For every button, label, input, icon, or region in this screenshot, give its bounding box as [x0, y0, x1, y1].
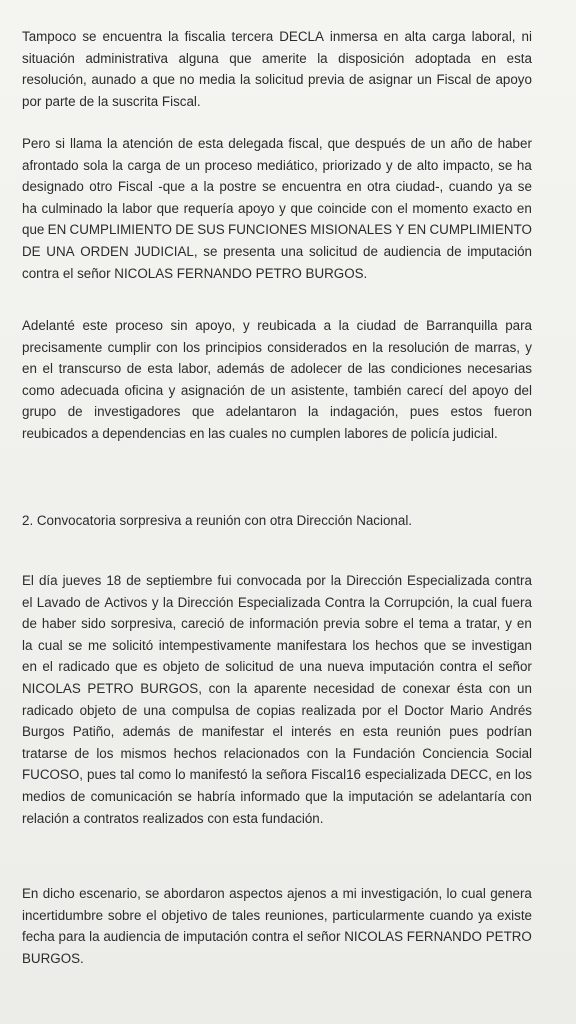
text-line: de haber sido sorpresiva, careció de información previa sobre el tema a tratar, y en: [22, 616, 532, 632]
text-line: relación a contratos realizados con esta fundación.: [22, 810, 324, 826]
text-line: En dicho escenario, se abordaron aspectos ajenos a mi investigación, lo cual genera: [22, 886, 532, 901]
text-line: grupo de investigadores que adelantaron la indagación, pues estos fueron: [22, 404, 532, 420]
text-line: afrontado sola la carga de un proceso mediático, priorizado y de alto impacto, se ha: [22, 157, 532, 173]
text-line: incertidumbre sobre el objetivo de tales reuniones, particularmente cuando ya existe: [22, 907, 532, 923]
text-line: BURGOS.: [22, 950, 84, 966]
paragraph-fiscalia-carga: [22, 26, 532, 112]
text-line: que EN CUMPLIMIENTO DE SUS FUNCIONES MISIONALES Y EN CUMPLIMIENTO: [22, 222, 532, 238]
paragraph-convocatoria: [22, 570, 532, 829]
paragraph-escenario: [22, 883, 532, 969]
text-line: radicado objeto de una compulsa de copias realizada por el Doctor Mario Andrés: [22, 702, 532, 718]
text-line: resolución, aunado a que no media la solicitud previa de asignar un Fiscal de apoyo: [22, 72, 532, 88]
paragraph-delegada-fiscal: [22, 133, 532, 284]
text-line: Adelanté este proceso sin apoyo, y reubicada a la ciudad de Barranquilla para: [22, 318, 532, 333]
text-line: ha culminado la labor que requería apoyo y que coincide con el momento exacto en: [22, 200, 532, 216]
text-line: por parte de la suscrita Fiscal.: [22, 93, 201, 109]
text-line: medios de comunicación se habría informado que la imputación se adelantaría con: [22, 788, 532, 804]
text-line: designado otro Fiscal -que a la postre se encuentra en otra ciudad-, cuando ya se: [22, 179, 532, 195]
section-heading: 2. Convocatoria sorpresiva a reunión con otra Dirección Nacional.: [22, 513, 413, 528]
text-line: NICOLAS PETRO BURGOS, con la aparente necesidad de conexar ésta con un: [22, 680, 532, 696]
text-line: FUCOSO, pues tal como lo manifestó la señora Fiscal16 especializada DECC, en los: [22, 767, 532, 783]
text-line: el Lavado de Activos y la Dirección Especializada Contra la Corrupción, la cual fuera: [22, 594, 532, 610]
text-line: fecha para la audiencia de imputación contra el señor NICOLAS FERNANDO PETRO: [22, 929, 532, 945]
text-line: DE UNA ORDEN JUDICIAL, se presenta una solicitud de audiencia de imputación: [22, 243, 532, 259]
text-line: la cual se me solicitó intempestivamente manifestara los hechos que se investigan: [22, 637, 532, 653]
text-line: contra el señor NICOLAS FERNANDO PETRO BURGOS.: [22, 265, 368, 281]
paragraph-proceso-sin-apoyo: [22, 315, 532, 445]
text-line: Burgos Patiño, además de manifestar el interés en esta reunión pues podrían: [22, 724, 532, 740]
text-line: situación administrativa alguna que amerite la disposición adoptada en esta: [22, 50, 532, 66]
text-line: precisamente cumplir con los principios considerados en la resolución de marras, y: [22, 339, 532, 355]
text-line: tratarse de los mismos hechos relacionados con la Fundación Conciencia Social: [22, 745, 532, 761]
text-line: en el radicado que es objeto de solicitud de una nueva imputación contra el señor: [22, 659, 532, 675]
text-line: reubicados a dependencias en las cuales no cumplen labores de policía judicial.: [22, 425, 498, 441]
text-line: en el transcurso de esta labor, además de adolecer de las condiciones necesarias: [22, 361, 532, 377]
text-line: El día jueves 18 de septiembre fui convocada por la Dirección Especializada contra: [22, 573, 532, 588]
text-line: Pero si llama la atención de esta delegada fiscal, que después de un año de haber: [22, 136, 532, 151]
text-line: como adecuada oficina y asignación de un asistente, también carecí del apoyo del: [22, 382, 532, 398]
text-line: Tampoco se encuentra la fiscalia tercera DECLA inmersa en alta carga laboral, ni: [22, 29, 532, 44]
